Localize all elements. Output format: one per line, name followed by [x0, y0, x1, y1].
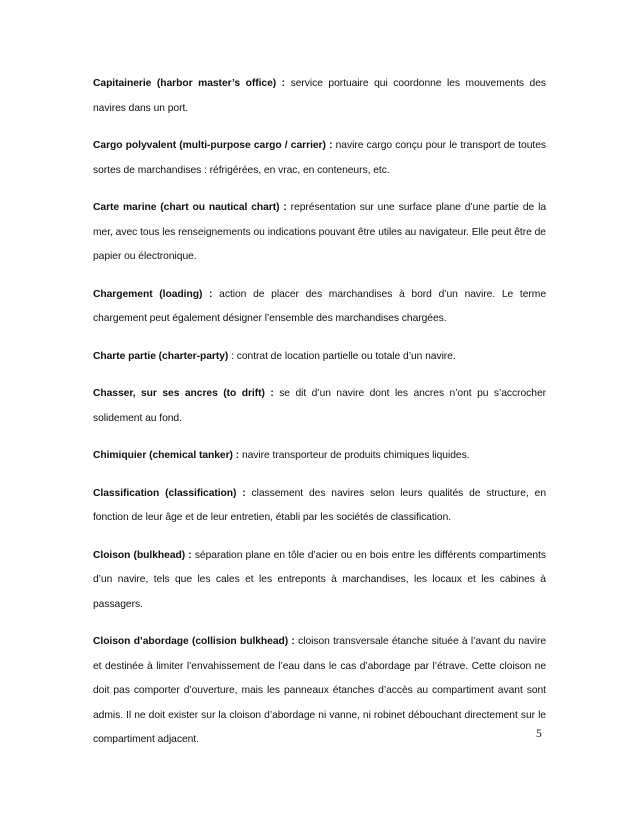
glossary-term: Chimiquier (chemical tanker) : — [93, 450, 240, 461]
glossary-term: Chargement (loading) : — [93, 288, 213, 300]
glossary-entry-cloison-abordage — [93, 630, 546, 753]
glossary-term: Carte marine (chart ou nautical chart) : — [93, 202, 287, 213]
glossary-definition: navire transporteur de produits chimiques liquides. — [239, 450, 470, 461]
glossary-entry-carte-marine — [93, 196, 546, 270]
glossary-definition: service portuaire qui coordonne les mouvements des navires dans un port. — [93, 78, 546, 114]
glossary-term: Cloison (bulkhead) : — [93, 549, 192, 561]
glossary-definition: action de placer des marchandises à bord d’un navire. Le terme chargement peut également désigner l’ensemble des marchandises chargées. — [93, 288, 547, 324]
glossary-entry-classification — [93, 482, 546, 531]
glossary-term: Classification (classification) : — [93, 487, 246, 499]
glossary-term: Cloison d’abordage (collision bulkhead) : — [93, 636, 295, 647]
glossary-entry-chasser — [93, 382, 546, 431]
glossary-definition: représentation sur une surface plane d’une partie de la mer, avec tous les renseignements ou indications pouvant être utiles au navigateur. Elle peut être de papier ou électronique. — [93, 202, 546, 262]
glossary-definition: séparation plane en tôle d’acier ou en bois entre les différents compartiments d’un navire, tels que les cales et les entreponts à marchandises, les locaux et les cabines à passagers. — [93, 549, 546, 610]
glossary-definition: classement des navires selon leurs qualités de structure, en fonction de leur âge et de leur entretien, établi par les sociétés de classification. — [93, 487, 546, 523]
glossary-term: Capitainerie (harbor master’s office) : — [93, 78, 286, 89]
glossary-entry-cargo-polyvalent — [93, 134, 546, 183]
glossary-entry-chimiquier — [93, 444, 546, 469]
glossary-term: Cargo polyvalent (multi-purpose cargo / carrier) : — [93, 140, 333, 151]
glossary-entry-chargement — [93, 283, 546, 332]
glossary-entry-capitainerie — [93, 72, 546, 121]
page-number: 5 — [536, 728, 542, 740]
glossary-list — [93, 72, 546, 766]
glossary-definition: se dit d’un navire dont les ancres n’ont pu s’accrocher solidement au fond. — [93, 388, 547, 424]
glossary-definition: : contrat de location partielle ou totale d’un navire. — [228, 350, 456, 362]
glossary-entry-cloison — [93, 544, 546, 618]
glossary-entry-charte-partie — [93, 345, 546, 370]
glossary-definition: navire cargo conçu pour le transport de toutes sortes de marchandises : réfrigérées, en vrac, en conteneurs, etc. — [93, 140, 546, 176]
glossary-term: Chasser, sur ses ancres (to drift) : — [93, 388, 274, 399]
glossary-definition: cloison transversale étanche située à l’avant du navire et destinée à limiter l’envahissement de l’eau dans le cas d’abordage par l’étrave. Cette cloison ne doit pas comporter d’ouverture, mais les panneaux étanches d’accès au compartiment avant sont admis. Il ne doit exister sur la cloison d’abordage ni vanne, ni robinet débouchant directement sur le compartiment adjacent. — [93, 636, 546, 745]
glossary-term: Charte partie (charter-party) — [93, 350, 229, 362]
